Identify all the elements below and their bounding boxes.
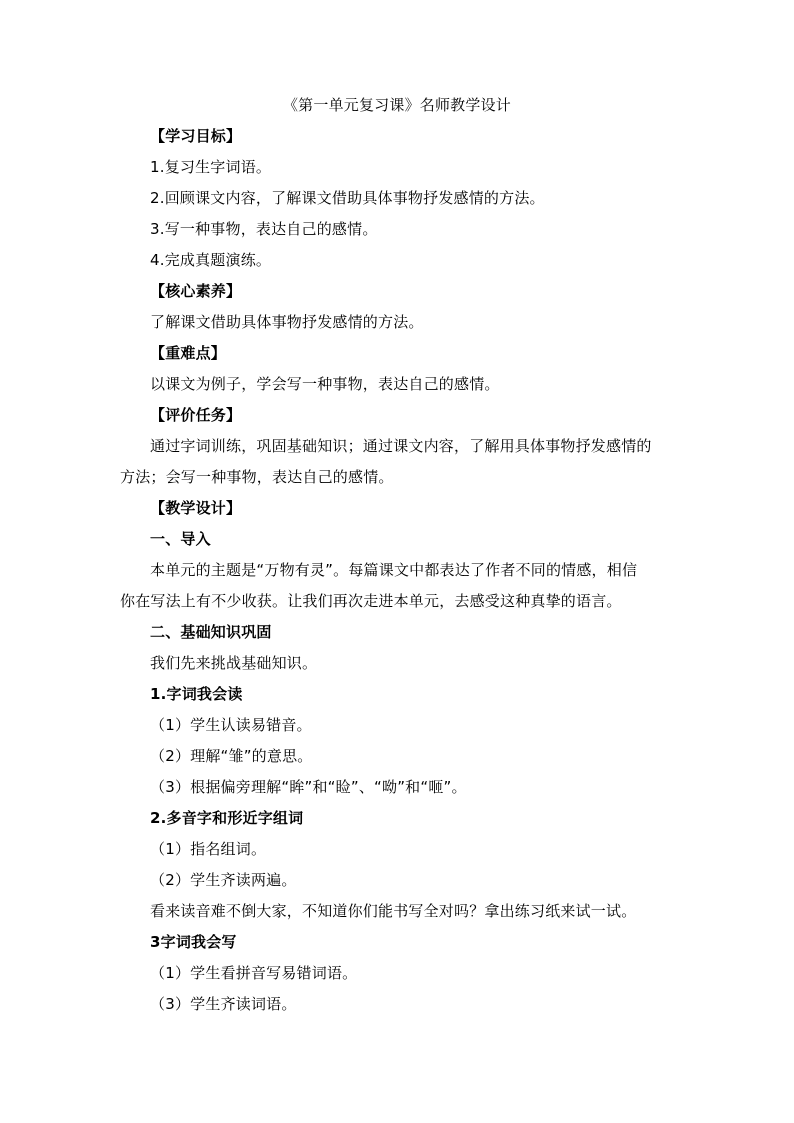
- part-polyphone-heading: 2.多音字和形近字组词: [150, 809, 304, 827]
- evaluation-text-line1: 通过字词训练，巩固基础知识；通过课文内容，了解用具体事物抒发感情的: [150, 437, 652, 455]
- section-intro-line2: 你在写法上有不少收获。让我们再次走进本单元，去感受这种真挚的语言。: [120, 592, 622, 610]
- objective-item: 1.复习生字词语。: [150, 158, 272, 176]
- part-write-heading: 3字词我会写: [150, 933, 237, 951]
- key-points-text: 以课文为例子，学会写一种事物，表达自己的感情。: [150, 375, 500, 393]
- section-basics-heading: 二、基础知识巩固: [150, 623, 272, 641]
- evaluation-text-line2: 方法；会写一种事物，表达自己的感情。: [120, 468, 394, 486]
- section-intro-line1: 本单元的主题是“万物有灵”。每篇课文中都表达了作者不同的情感，相信: [150, 561, 638, 579]
- section-intro-heading: 一、导入: [150, 530, 211, 548]
- part-write-item: （1）学生看拼音写易错词语。: [150, 964, 358, 982]
- key-points-heading: 【重难点】: [150, 344, 227, 362]
- part-write-item: （3）学生齐读词语。: [150, 995, 297, 1013]
- evaluation-heading: 【评价任务】: [150, 406, 242, 424]
- part-polyphone-note: 看来读音难不倒大家，不知道你们能书写全对吗？拿出练习纸来试一试。: [150, 902, 637, 920]
- document-title: 《第一单元复习课》名师教学设计: [282, 96, 511, 114]
- objective-item: 3.写一种事物，表达自己的感情。: [150, 220, 378, 238]
- design-heading: 【教学设计】: [150, 499, 242, 517]
- part-read-heading: 1.字词我会读: [150, 685, 243, 703]
- part-read-item: （3）根据偏旁理解“眸”和“睑”、“呦”和“咂”。: [150, 778, 467, 796]
- section-basics-intro: 我们先来挑战基础知识。: [150, 654, 318, 672]
- literacy-text: 了解课文借助具体事物抒发感情的方法。: [150, 313, 424, 331]
- objective-item: 2.回顾课文内容，了解课文借助具体事物抒发感情的方法。: [150, 189, 545, 207]
- part-polyphone-item: （1）指名组词。: [150, 840, 267, 858]
- literacy-heading: 【核心素养】: [150, 282, 242, 300]
- part-read-item: （2）理解“雏”的意思。: [150, 747, 313, 765]
- part-polyphone-item: （2）学生齐读两遍。: [150, 871, 297, 889]
- objective-item: 4.完成真题演练。: [150, 251, 272, 269]
- part-read-item: （1）学生认读易错音。: [150, 716, 312, 734]
- objectives-heading: 【学习目标】: [150, 127, 242, 145]
